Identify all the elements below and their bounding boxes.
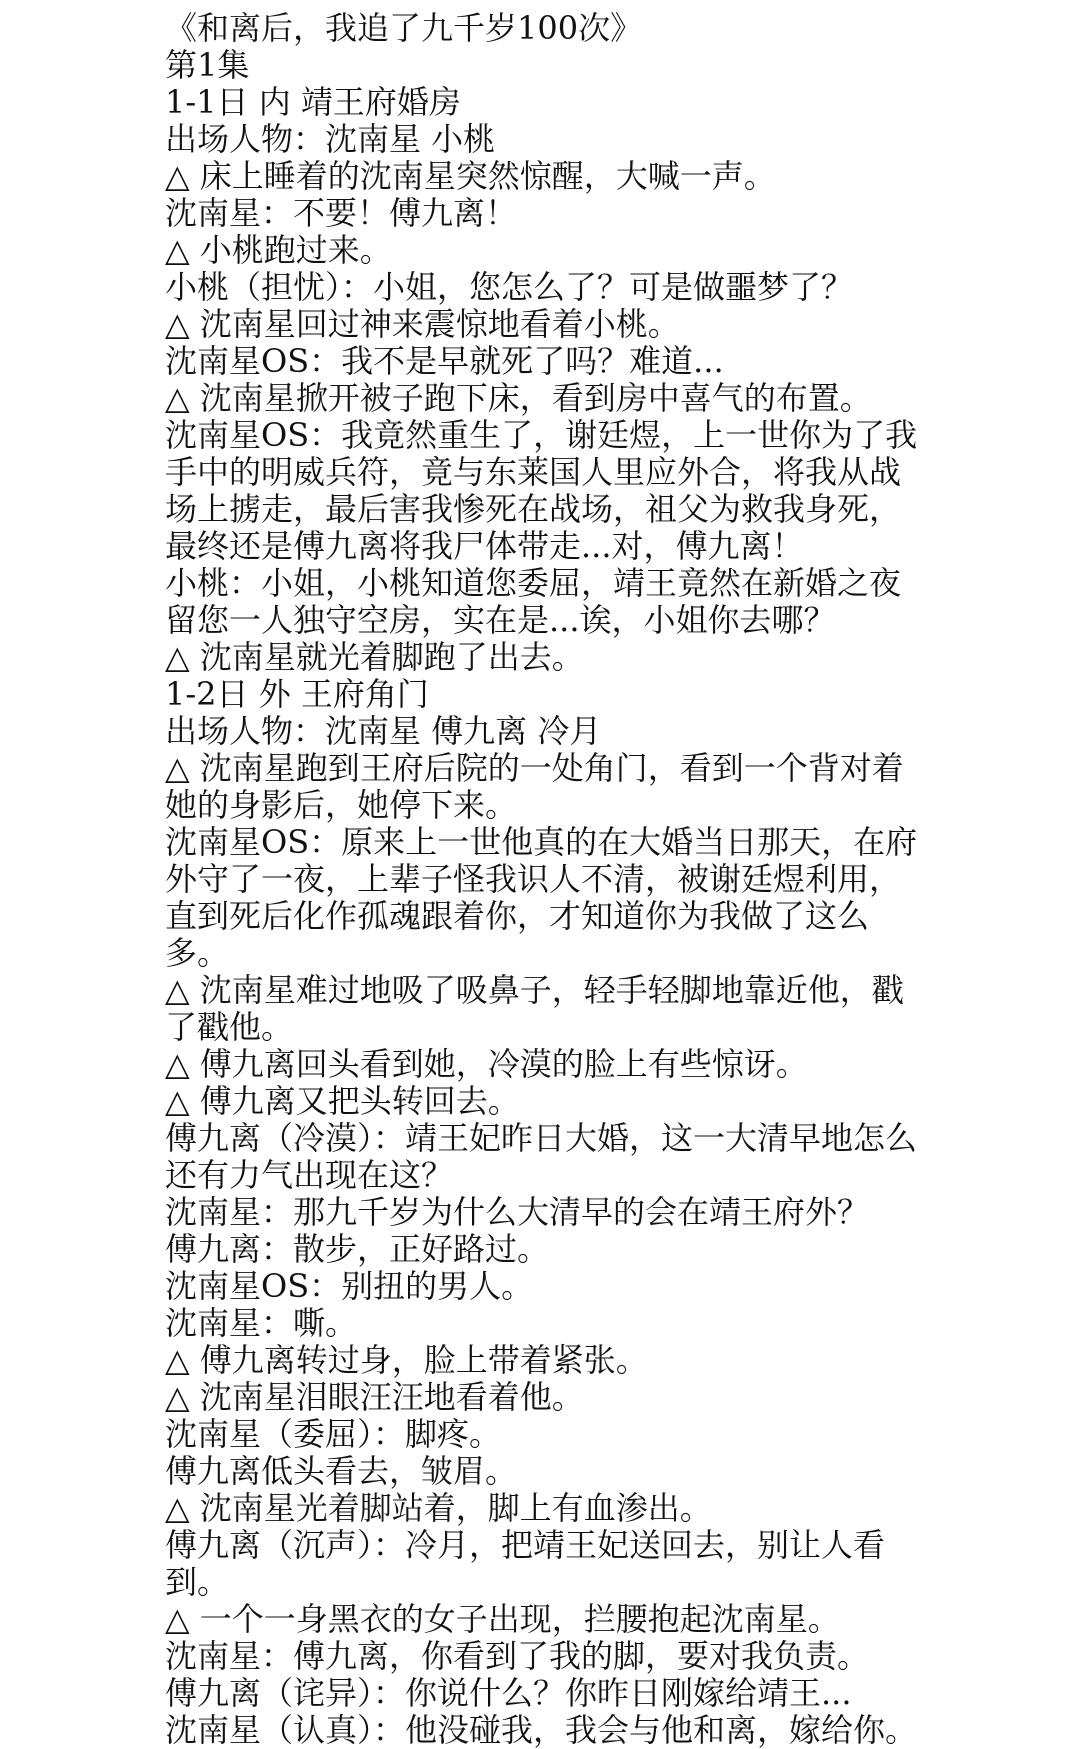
dialogue-line: 傅九离（诧异）：你说什么？你昨日刚嫁给靖王... — [165, 1674, 852, 1712]
dialogue-line: 小桃：小姐，小桃知道您委屈，靖王竟然在新婚之夜留您一人独守空房，实在是...诶，小姐你去哪？ — [165, 564, 902, 639]
action-line: △ 沈南星难过地吸了吸鼻子，轻手轻脚地靠近他，戳了戳他。 — [165, 971, 904, 1046]
dialogue-line: 沈南星OS：原来上一世他真的在大婚当日那天，在府外守了一夜，上辈子怪我识人不清，被谢廷煜利用，直到死后化作孤魂跟着你，才知道你为我做了这么多。 — [165, 823, 918, 972]
script-title: 《和离后，我追了九千岁100次》 — [165, 9, 643, 47]
action-line: △ 沈南星泪眼汪汪地看着他。 — [165, 1378, 584, 1416]
episode-heading: 第1集 — [165, 46, 250, 84]
dialogue-line: 沈南星OS：别扭的男人。 — [165, 1267, 534, 1305]
action-line: △ 床上睡着的沈南星突然惊醒，大喊一声。 — [165, 157, 776, 195]
action-line: △ 傅九离转过身，脸上带着紧张。 — [165, 1341, 648, 1379]
scene-heading: 1-2日 外 王府角门 — [165, 675, 429, 713]
dialogue-line: 沈南星：傅九离，你看到了我的脚，要对我负责。 — [165, 1637, 870, 1675]
action-line: △ 一个一身黑衣的女子出现，拦腰抱起沈南星。 — [165, 1600, 840, 1638]
action-line: △ 沈南星回过神来震惊地看着小桃。 — [165, 305, 680, 343]
action-line: △ 沈南星光着脚站着，脚上有血渗出。 — [165, 1489, 712, 1527]
cast-line: 出场人物：沈南星 傅九离 冷月 — [165, 712, 602, 750]
cast-line: 出场人物：沈南星 小桃 — [165, 120, 496, 158]
dialogue-line: 傅九离（沉声）：冷月，把靖王妃送回去，别让人看到。 — [165, 1526, 886, 1601]
dialogue-line: 傅九离（冷漠）：靖王妃昨日大婚，这一大清早地怎么还有力气出现在这？ — [165, 1119, 918, 1194]
dialogue-line: 沈南星OS：我不是早就死了吗？难道... — [165, 342, 724, 380]
dialogue-line: 沈南星（委屈）：脚疼。 — [165, 1415, 502, 1453]
action-line: △ 傅九离回头看到她，冷漠的脸上有些惊讶。 — [165, 1045, 808, 1083]
action-line: △ 小桃跑过来。 — [165, 231, 392, 269]
action-line: △ 沈南星就光着脚跑了出去。 — [165, 638, 584, 676]
dialogue-line: 沈南星：不要！傅九离！ — [165, 194, 518, 232]
action-line: △ 沈南星跑到王府后院的一处角门，看到一个背对着她的身影后，她停下来。 — [165, 749, 904, 824]
script-page — [165, 10, 925, 1749]
dialogue-line: 沈南星OS：我竟然重生了，谢廷煜，上一世你为了我手中的明威兵符，竟与东莱国人里应外合，将我从战场上掳走，最后害我惨死在战场，祖父为救我身死，最终还是傅九离将我尸体带走...对，傅九离！ — [165, 416, 918, 565]
dialogue-line: 沈南星：嘶。 — [165, 1304, 358, 1342]
action-line: 傅九离低头看去，皱眉。 — [165, 1452, 518, 1490]
dialogue-line: 沈南星：那九千岁为什么大清早的会在靖王府外？ — [165, 1193, 870, 1231]
action-line: △ 傅九离又把头转回去。 — [165, 1082, 520, 1120]
scene-heading: 1-1日 内 靖王府婚房 — [165, 83, 461, 121]
dialogue-line: 傅九离：散步，正好路过。 — [165, 1230, 550, 1268]
dialogue-line: 小桃（担忧）：小姐，您怎么了？可是做噩梦了？ — [165, 268, 854, 306]
action-line: △ 沈南星掀开被子跑下床，看到房中喜气的布置。 — [165, 379, 872, 417]
dialogue-line: 沈南星（认真）：他没碰我，我会与他和离，嫁给你。 — [165, 1711, 918, 1749]
